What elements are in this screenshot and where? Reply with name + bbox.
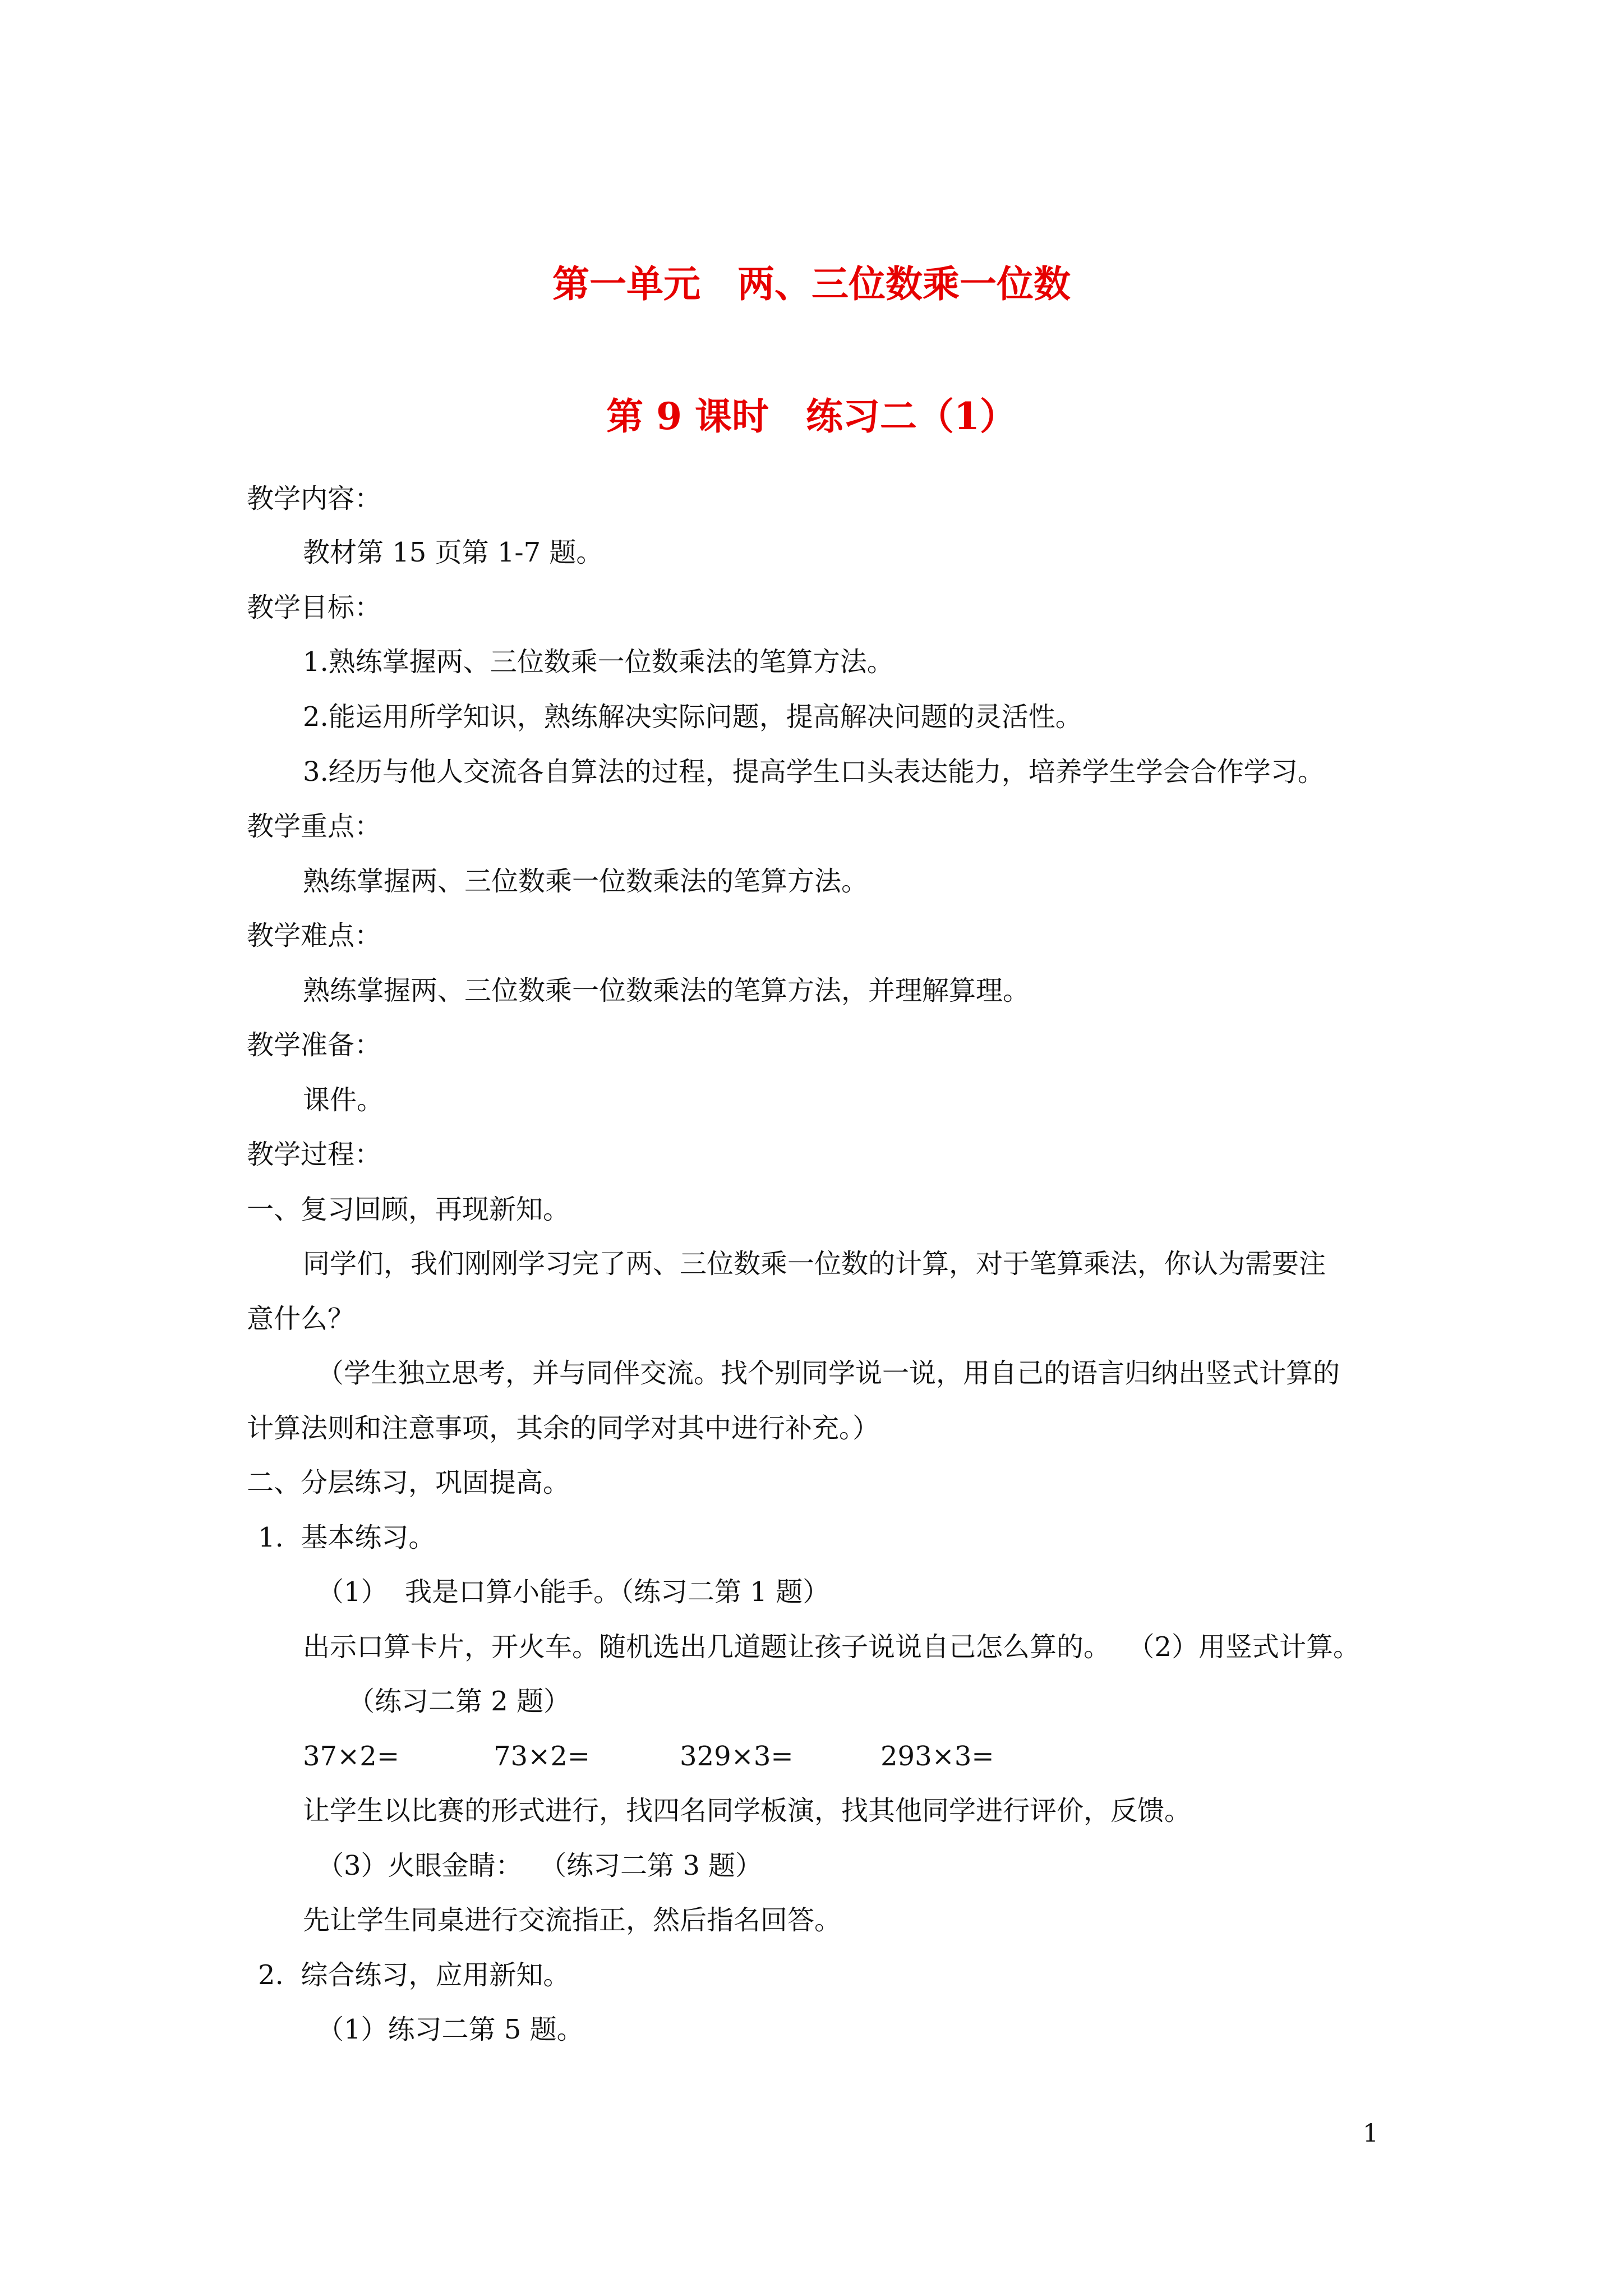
item1-sub3-text: 先让学生同桌进行交流指正，然后指名回答。 bbox=[303, 1904, 842, 1936]
goals-label: 教学目标： bbox=[247, 592, 382, 623]
lesson-title: 第 9 课时 练习二（1） bbox=[606, 394, 1017, 438]
calc-expression: 73×2= bbox=[494, 1741, 591, 1772]
key-text: 熟练掌握两、三位数乘一位数乘法的笔算方法。 bbox=[303, 866, 869, 897]
part2-heading: 二、分层练习，巩固提高。 bbox=[247, 1467, 570, 1498]
content-label: 教学内容： bbox=[247, 483, 382, 514]
calc-expression: 293×3= bbox=[880, 1741, 994, 1772]
prep-text: 课件。 bbox=[303, 1084, 384, 1116]
item2-heading: 2. 综合练习，应用新知。 bbox=[258, 1959, 570, 1991]
part1-para1-line2: 意什么？ bbox=[247, 1303, 355, 1335]
difficulty-label: 教学难点： bbox=[247, 920, 382, 951]
calc-expression: 329×3= bbox=[680, 1741, 794, 1772]
item1-sub2-ref: （练习二第 2 题） bbox=[348, 1686, 571, 1717]
goal-1: 1.熟练掌握两、三位数乘一位数乘法的笔算方法。 bbox=[303, 646, 894, 678]
content-text: 教材第 15 页第 1-7 题。 bbox=[303, 537, 603, 568]
item1-sub1-text: 出示口算卡片，开火车。随机选出几道题让孩子说说自己怎么算的。 （2）用竖式计算。 bbox=[303, 1631, 1361, 1663]
item2-sub1: （1）练习二第 5 题。 bbox=[317, 2014, 584, 2045]
page-number: 1 bbox=[1363, 2119, 1378, 2148]
key-label: 教学重点： bbox=[247, 811, 382, 842]
item1-sub3: （3）火眼金睛： （练习二第 3 题） bbox=[317, 1850, 763, 1881]
process-label: 教学过程： bbox=[247, 1139, 382, 1170]
item1-sub2-text: 让学生以比赛的形式进行，找四名同学板演，找其他同学进行评价，反馈。 bbox=[303, 1795, 1192, 1826]
goal-2: 2.能运用所学知识，熟练解决实际问题，提高解决问题的灵活性。 bbox=[303, 701, 1082, 733]
item1-sub1: （1） 我是口算小能手。（练习二第 1 题） bbox=[317, 1576, 830, 1608]
part1-heading: 一、复习回顾，再现新知。 bbox=[247, 1194, 570, 1225]
goal-3: 3.经历与他人交流各自算法的过程，提高学生口头表达能力，培养学生学会合作学习。 bbox=[303, 756, 1325, 788]
item1-heading: 1. 基本练习。 bbox=[258, 1522, 436, 1553]
prep-label: 教学准备： bbox=[247, 1029, 382, 1061]
difficulty-text: 熟练掌握两、三位数乘一位数乘法的笔算方法，并理解算理。 bbox=[303, 975, 1030, 1006]
calc-expression: 37×2= bbox=[303, 1741, 400, 1772]
part1-para2-line1: （学生独立思考，并与同伴交流。找个别同学说一说，用自己的语言归纳出竖式计算的 bbox=[317, 1358, 1340, 1389]
part1-para1-line1: 同学们，我们刚刚学习完了两、三位数乘一位数的计算，对于笔算乘法，你认为需要注 bbox=[303, 1248, 1326, 1280]
part1-para2-line2: 计算法则和注意事项，其余的同学对其中进行补充。） bbox=[247, 1412, 880, 1444]
unit-title: 第一单元 两、三位数乘一位数 bbox=[552, 262, 1071, 306]
